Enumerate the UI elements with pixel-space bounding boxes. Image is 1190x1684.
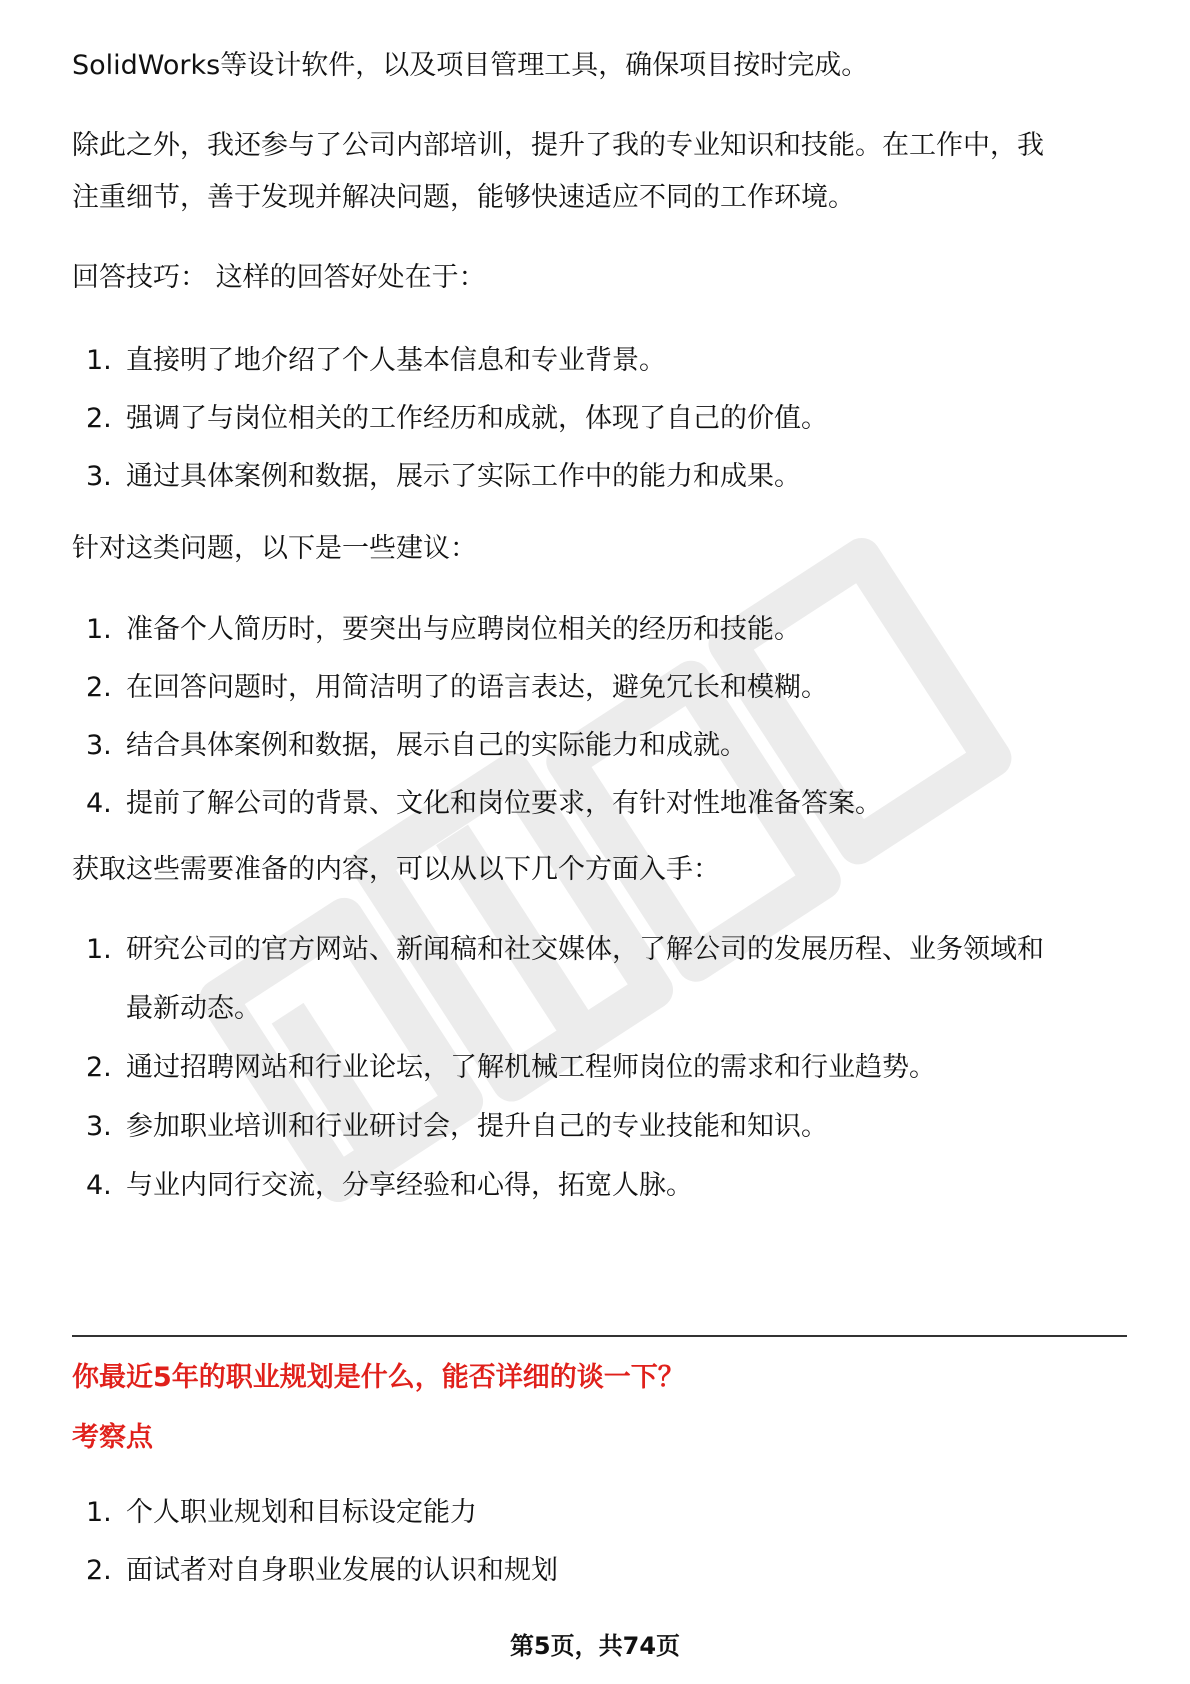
list-item-text: 参加职业培训和行业研讨会，提升自己的专业技能和知识。 [126, 1111, 828, 1142]
list-number: 3. [86, 1111, 112, 1142]
list-number: 2. [86, 1052, 112, 1083]
list-item-text: 直接明了地介绍了个人基本信息和专业背景。 [126, 345, 666, 376]
list-item [72, 1038, 1122, 1097]
list-item-text: 通过具体案例和数据，展示了实际工作中的能力和成果。 [126, 461, 801, 492]
list-item [72, 1097, 1122, 1156]
prep-list [72, 920, 1122, 1215]
page-number: 第5页，共74页 [509, 1632, 681, 1660]
list-item-text: 强调了与岗位相关的工作经历和成就，体现了自己的价值。 [126, 403, 828, 434]
list-item-text-continuation: 最新动态。 [126, 993, 261, 1024]
list-number: 1. [86, 345, 112, 376]
list-item [72, 920, 1122, 1038]
prep-heading: 获取这些需要准备的内容，可以从以下几个方面入手： [72, 854, 720, 885]
list-item [72, 717, 1122, 775]
question-points-list [72, 1484, 1122, 1600]
list-number: 3. [86, 461, 112, 492]
list-item-text: 通过招聘网站和行业论坛，了解机械工程师岗位的需求和行业趋势。 [126, 1052, 936, 1083]
list-item-text: 与业内同行交流，分享经验和心得，拓宽人脉。 [126, 1170, 693, 1201]
document-page [72, 0, 1127, 1684]
list-item [72, 659, 1122, 717]
tips-list [72, 332, 1122, 506]
list-item [72, 1484, 1122, 1542]
list-item-text: 在回答问题时，用简洁明了的语言表达，避免冗长和模糊。 [126, 672, 828, 703]
list-number: 1. [86, 614, 112, 645]
list-item [72, 1156, 1122, 1215]
list-item-text: 面试者对自身职业发展的认识和规划 [126, 1555, 558, 1586]
tips-heading: 回答技巧： 这样的回答好处在于： [72, 262, 486, 293]
paragraph-line: 注重细节，善于发现并解决问题，能够快速适应不同的工作环境。 [72, 182, 855, 213]
advice-heading: 针对这类问题，以下是一些建议： [72, 533, 477, 564]
intro-line: SolidWorks等设计软件，以及项目管理工具，确保项目按时完成。 [72, 50, 869, 81]
list-number: 4. [86, 788, 112, 819]
list-item [72, 1542, 1122, 1600]
question-subheading: 考察点 [72, 1422, 153, 1453]
list-item [72, 332, 1122, 390]
list-item-text: 个人职业规划和目标设定能力 [126, 1497, 477, 1528]
list-item [72, 448, 1122, 506]
list-item [72, 390, 1122, 448]
list-number: 2. [86, 1555, 112, 1586]
question-title: 你最近5年的职业规划是什么，能否详细的谈一下？ [72, 1362, 685, 1393]
list-number: 2. [86, 403, 112, 434]
section-divider [72, 1335, 1127, 1337]
list-item [72, 601, 1122, 659]
list-item-text: 研究公司的官方网站、新闻稿和社交媒体，了解公司的发展历程、业务领域和 [126, 934, 1044, 965]
list-item-text: 准备个人简历时，要突出与应聘岗位相关的经历和技能。 [126, 614, 801, 645]
list-item-text: 提前了解公司的背景、文化和岗位要求，有针对性地准备答案。 [126, 788, 882, 819]
advice-list [72, 601, 1122, 833]
list-number: 1. [86, 934, 112, 965]
list-item [72, 775, 1122, 833]
list-item-text: 结合具体案例和数据，展示自己的实际能力和成就。 [126, 730, 747, 761]
list-number: 1. [86, 1497, 112, 1528]
list-number: 3. [86, 730, 112, 761]
list-number: 2. [86, 672, 112, 703]
paragraph-line: 除此之外，我还参与了公司内部培训，提升了我的专业知识和技能。在工作中，我 [72, 130, 1044, 161]
list-number: 4. [86, 1170, 112, 1201]
